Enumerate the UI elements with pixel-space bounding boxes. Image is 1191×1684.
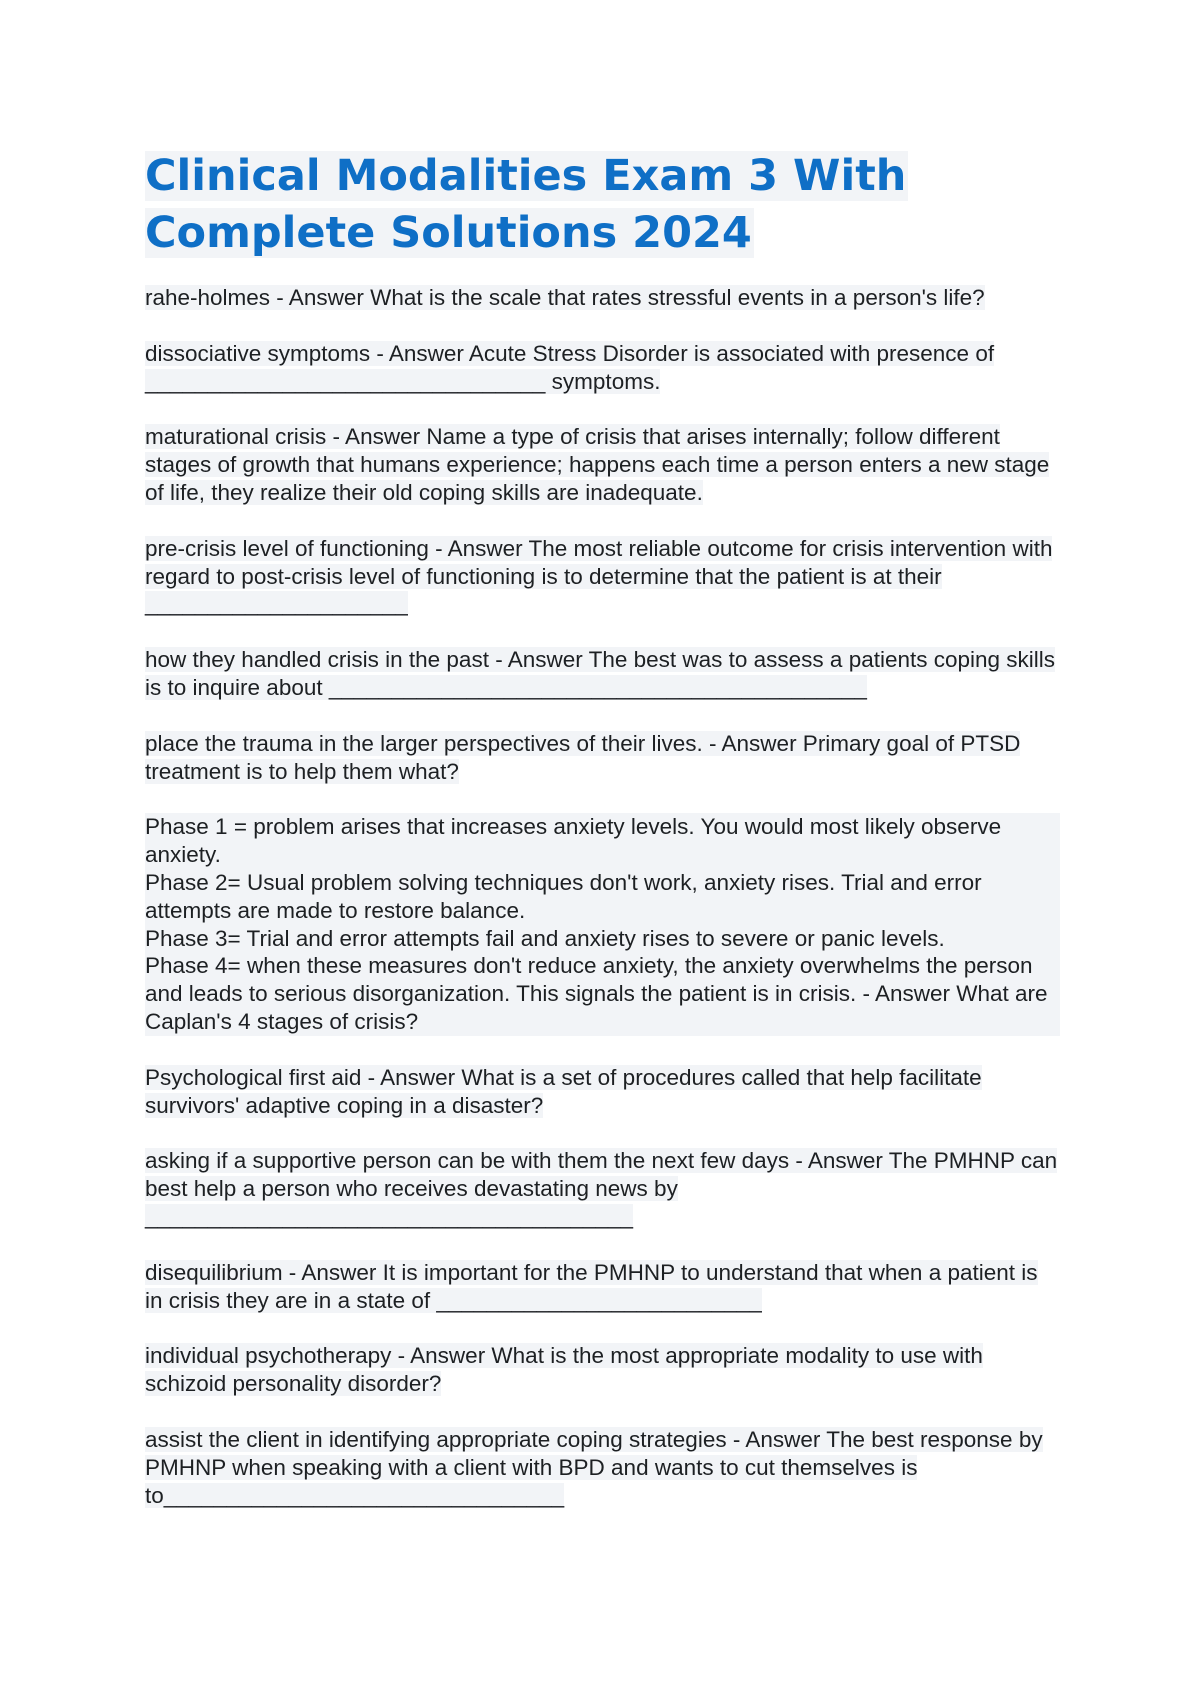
caplan-phase-1: Phase 1 = problem arises that increases anxiety levels. You would most likely observe anxiety. <box>145 813 1060 869</box>
qa-entry-rahe-holmes: rahe-holmes - Answer What is the scale that rates stressful events in a person's life? <box>145 285 985 310</box>
qa-entry-dissociative-symptoms: dissociative symptoms - Answer Acute Stress Disorder is associated with presence of ________________________________ symptoms. <box>145 340 995 394</box>
qa-entry-bpd-response: assist the client in identifying appropriate coping strategies - Answer The best response by PMHNP when speaking with a client with BPD and wants to cut themselves is to________________________________ <box>145 1426 1043 1508</box>
document-title <box>145 148 1060 262</box>
title-line-1: Clinical Modalities Exam 3 With <box>145 151 907 201</box>
qa-entry-schizoid-modality: individual psychotherapy - Answer What is the most appropriate modality to use with schizoid personality disorder? <box>145 1343 983 1397</box>
qa-entry-devastating-news: asking if a supportive person can be with them the next few days - Answer The PMHNP can best help a person who receives devastating news by _______________________________________ <box>145 1148 1058 1229</box>
caplan-phase-3: Phase 3= Trial and error attempts fail and anxiety rises to severe or panic levels. <box>145 925 1060 953</box>
qa-entry-pre-crisis-level: pre-crisis level of functioning - Answer The most reliable outcome for crisis intervention with regard to post-crisis level of functioning is to determine that the patient is at their _____________________ <box>145 535 1053 617</box>
qa-entry-maturational-crisis: maturational crisis - Answer Name a type of crisis that arises internally; follow different stages of growth that humans experience; happens each time a person enters a new stage of life, they realize their old coping skills are inadequate. <box>145 424 1050 505</box>
title-line-2: Complete Solutions 2024 <box>145 208 752 258</box>
qa-entry-disequilibrium: disequilibrium - Answer It is important for the PMHNP to understand that when a patient is in crisis they are in a state of __________________________ <box>145 1259 1038 1313</box>
qa-entry-caplan-stages <box>145 813 1060 1035</box>
qa-entry-psychological-first-aid: Psychological first aid - Answer What is a set of procedures called that help facilitate survivors' adaptive coping in a disaster? <box>145 1064 982 1118</box>
caplan-phase-4: Phase 4= when these measures don't reduce anxiety, the anxiety overwhelms the person and leads to serious disorganization. This signals the patient is in crisis. - Answer What are Caplan's 4 stages of crisis? <box>145 952 1060 1035</box>
document-body <box>145 148 1060 1537</box>
qa-entry-coping-skills: how they handled crisis in the past - Answer The best was to assess a patients coping skills is to inquire about ___________________________________________ <box>145 647 1056 700</box>
caplan-phase-2: Phase 2= Usual problem solving techniques don't work, anxiety rises. Trial and error attempts are made to restore balance. <box>145 869 1060 925</box>
qa-entry-ptsd-goal: place the trauma in the larger perspectives of their lives. - Answer Primary goal of PTSD treatment is to help them what? <box>145 730 1021 784</box>
